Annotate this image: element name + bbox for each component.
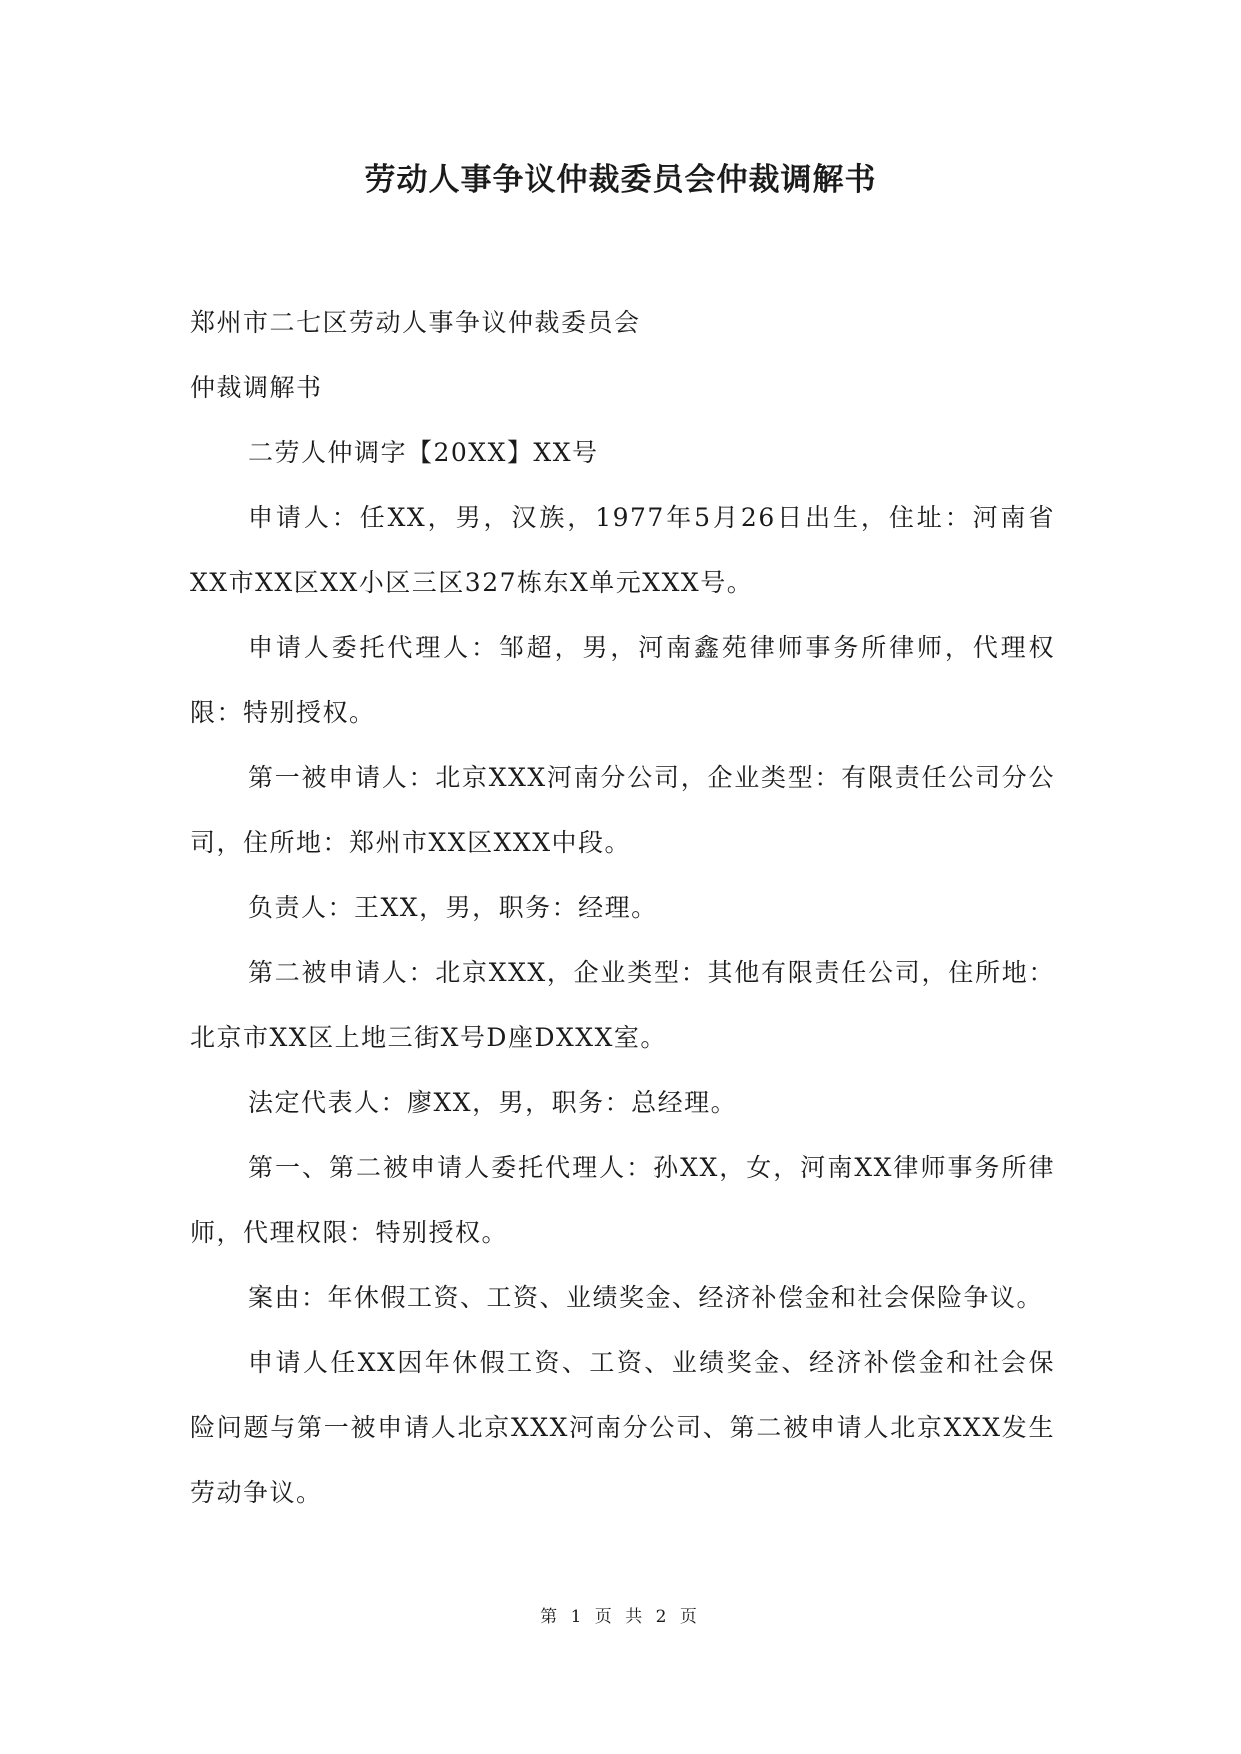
document-title: 劳动人事争议仲裁委员会仲裁调解书	[364, 162, 877, 198]
document-body	[190, 290, 1055, 1525]
page-number-footer: 第 1 页 共 2 页	[540, 1607, 701, 1627]
second-respondent-paragraph: 第二被申请人：北京XXX，企业类型：其他有限责任公司，住所地：北京市XX区上地三街X号D座DXXX室。	[190, 958, 1055, 1052]
first-respondent-manager-paragraph: 负责人：王XX，男，职务：经理。	[248, 893, 658, 922]
issuing-authority: 郑州市二七区劳动人事争议仲裁委员会	[190, 308, 641, 337]
case-number: 二劳人仲调字【20XX】XX号	[248, 438, 599, 467]
document-type: 仲裁调解书	[190, 373, 323, 402]
case-summary-paragraph: 申请人任XX因年休假工资、工资、业绩奖金、经济补偿金和社会保险问题与第一被申请人北京XXX河南分公司、第二被申请人北京XXX发生劳动争议。	[190, 1348, 1055, 1507]
applicant-agent-paragraph: 申请人委托代理人：邹超，男，河南鑫苑律师事务所律师，代理权限：特别授权。	[190, 633, 1055, 727]
applicant-paragraph: 申请人：任XX，男，汉族，1977年5月26日出生，住址：河南省XX市XX区XX小区三区327栋东X单元XXX号。	[190, 503, 1055, 597]
legal-representative-paragraph: 法定代表人：廖XX，男，职务：总经理。	[248, 1088, 738, 1117]
first-respondent-paragraph: 第一被申请人：北京XXX河南分公司，企业类型：有限责任公司分公司，住所地：郑州市XX区XXX中段。	[190, 763, 1055, 857]
cause-of-action-paragraph: 案由：年休假工资、工资、业绩奖金、经济补偿金和社会保险争议。	[248, 1283, 1044, 1312]
respondent-agent-paragraph: 第一、第二被申请人委托代理人：孙XX，女，河南XX律师事务所律师，代理权限：特别授权。	[190, 1153, 1055, 1247]
